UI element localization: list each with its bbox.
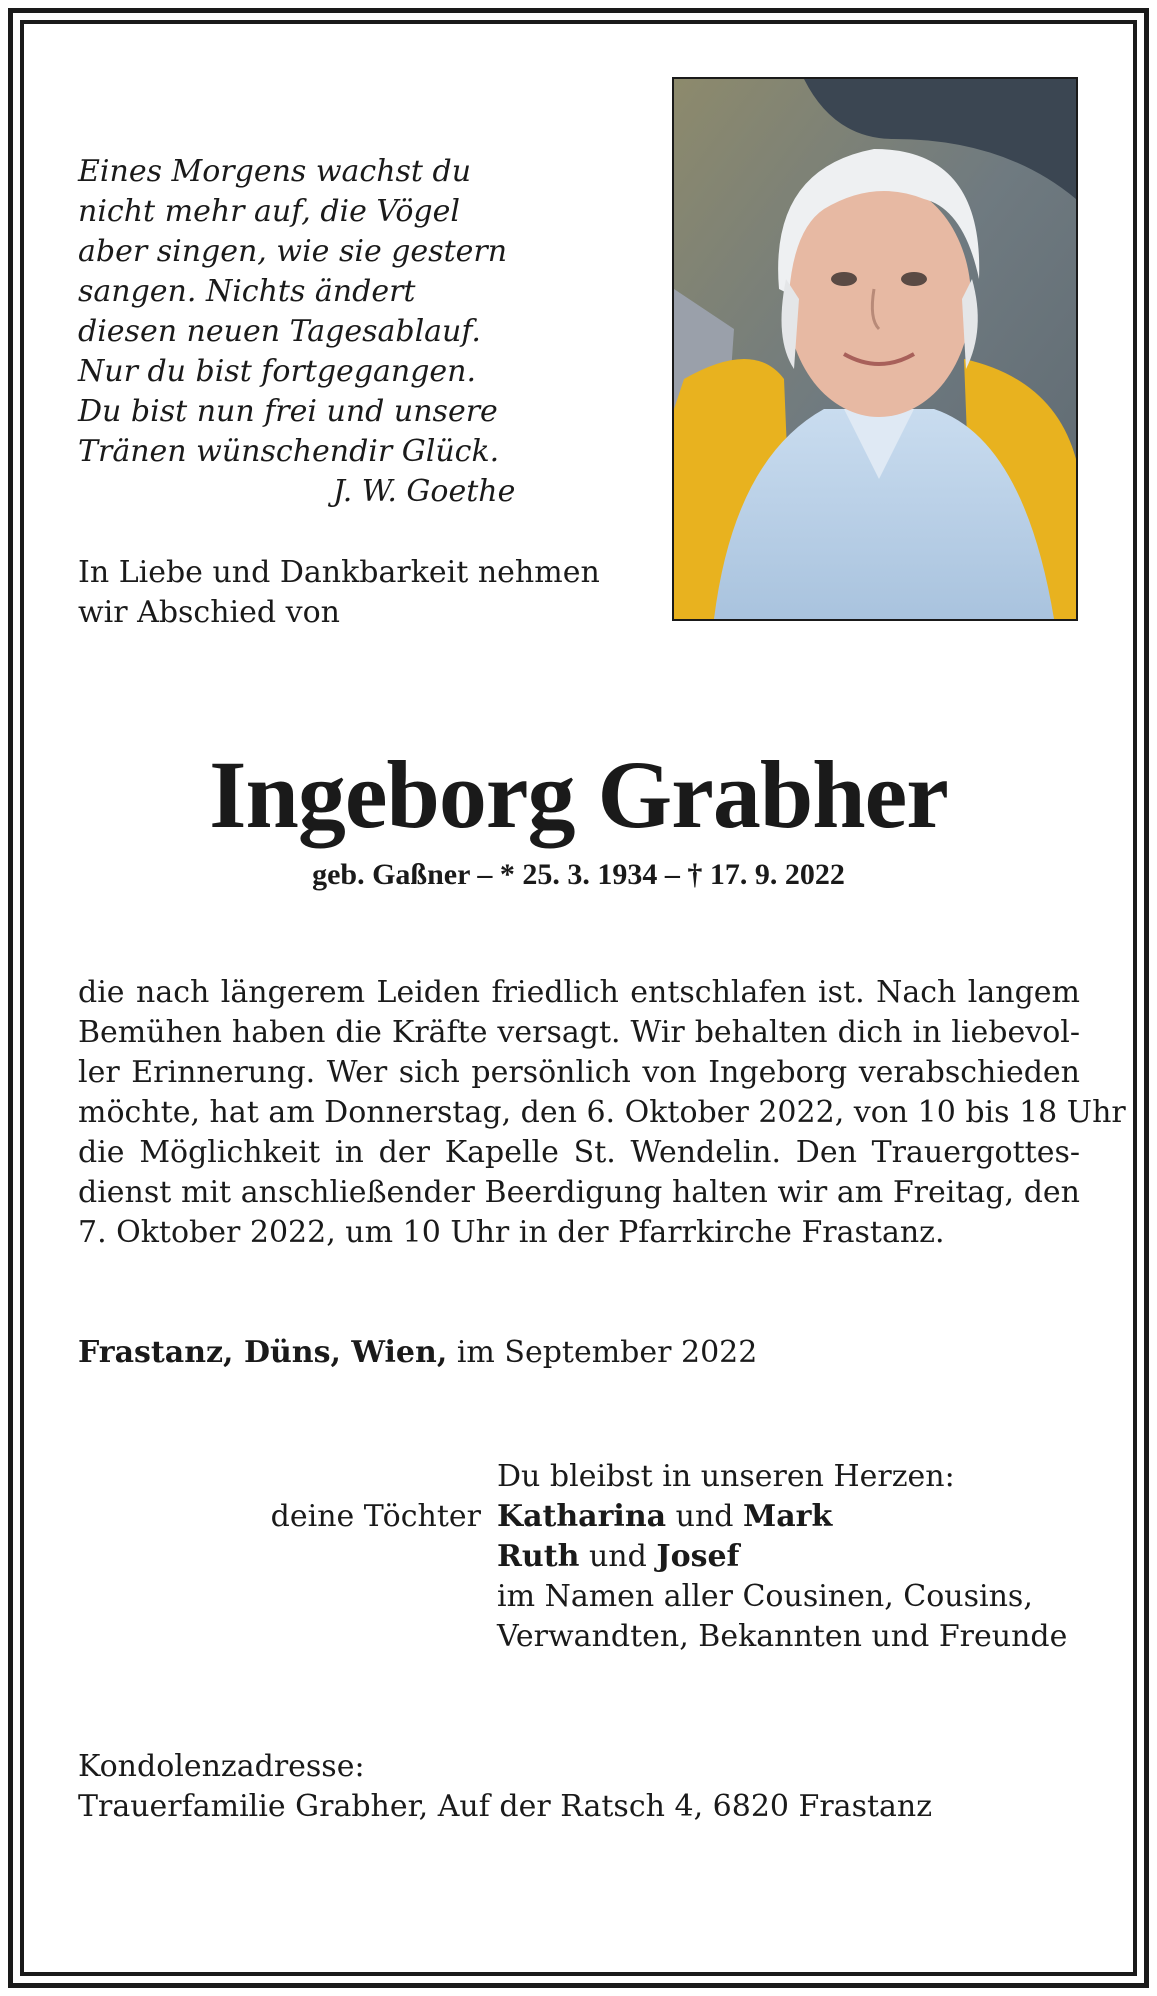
signature-heading: Du bleibst in unseren Herzen: [497,1459,955,1494]
poem-quote [78,152,638,512]
intro-line: wir Abschied von [78,595,340,630]
deceased-name: Ingeborg Grabher [209,741,948,848]
poem-line: nicht mehr auf, die Vögel [78,194,460,229]
place-towns: Frastanz, Düns, Wien, [78,1335,448,1370]
announcement-text [78,973,1126,1253]
body-line: Bemühen haben die Kräfte versagt. Wir behalten dich in liebevol- [78,1015,1080,1050]
poem-line: aber singen, wie sie gestern [78,234,508,269]
body-line: dienst mit anschließender Beerdigung halten wir am Freitag, den [78,1175,1080,1210]
life-dates: geb. Gaßner – * 25. 3. 1934 – † 17. 9. 2022 [312,858,845,891]
poem-line: Eines Morgens wachst du [78,154,472,189]
place-month: im September 2022 [456,1335,758,1370]
portrait-photo [672,77,1078,621]
body-line: die nach längerem Leiden friedlich entschlafen ist. Nach langem [78,975,1080,1010]
poem-author: J. W. Goethe [333,474,516,509]
conjunction: und [675,1499,734,1534]
condolence-label: Kondolenzadresse: [78,1749,365,1784]
signature-closing-line: im Namen aller Cousinen, Cousins, [497,1579,1033,1614]
poem-line: Nur du bist fortgegangen. [78,354,477,389]
condolence-address [78,1747,932,1827]
mourners-signature [78,1457,1080,1657]
poem-line: sangen. Nichts ändert [78,274,416,309]
body-line: 7. Oktober 2022, um 10 Uhr in der Pfarrkirche Frastanz. [78,1215,945,1250]
intro-line: In Liebe und Dankbarkeit nehmen [78,555,600,590]
portrait-illustration [674,79,1076,619]
poem-line: Du bist nun frei und unsere [78,394,498,429]
partner-name: Josef [656,1539,740,1574]
poem-line: Tränen wünschendir Glück. [78,434,500,469]
place-date [78,1333,757,1373]
daughter-name: Ruth [497,1539,580,1574]
body-line: möchte, hat am Donnerstag, den 6. Oktober 2022, von 10 bis 18 Uhr [78,1095,1126,1130]
body-line: ler Erinnerung. Wer sich persönlich von Ingeborg verabschieden [78,1055,1080,1090]
signature-closing-line: Verwandten, Bekannten und Freunde [497,1619,1068,1654]
condolence-address-text: Trauerfamilie Grabher, Auf der Ratsch 4, 6820 Frastanz [78,1789,933,1824]
intro-text [78,553,658,633]
daughter-name: Katharina [497,1499,667,1534]
daughters-label: deine Töchter [270,1499,481,1534]
poem-line: diesen neuen Tagesablauf. [78,314,481,349]
conjunction: und [588,1539,647,1574]
body-line: die Möglichkeit in der Kapelle St. Wendelin. Den Trauergottes- [78,1135,1080,1170]
partner-name: Mark [743,1499,833,1534]
